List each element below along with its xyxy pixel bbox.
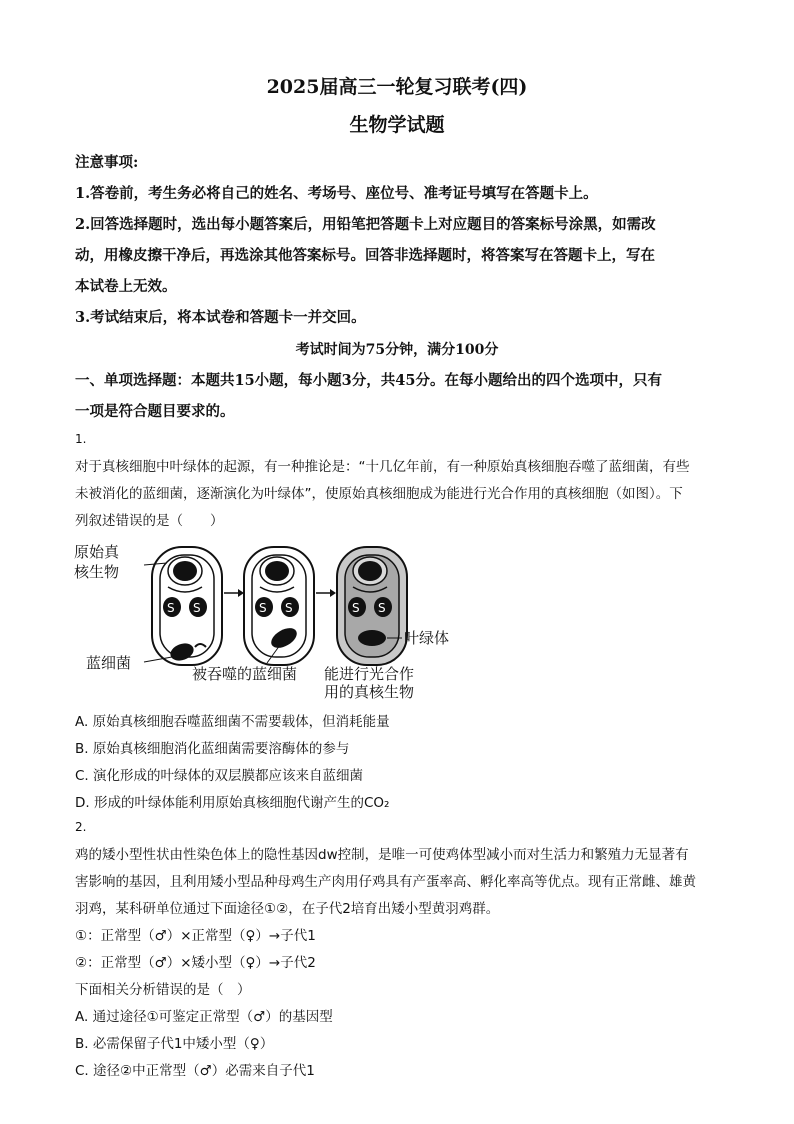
engulfed-cell (244, 547, 314, 665)
label-photosynthetic-line-1: 能进行光合作 (324, 665, 415, 683)
exam-title: 2025届高三一轮复习联考(四) (266, 76, 528, 98)
svg-text:S: S (167, 601, 175, 615)
question-1-stem-line-2: 未被消化的蓝细菌，逐渐演化为叶绿体”，使原始真核细胞成为能进行光合作用的真核细胞（如图）。下 (75, 486, 683, 502)
notice-heading: 注意事项: (75, 154, 139, 171)
notice-item-3: 3.考试结束后，将本试卷和答题卡一并交回。 (75, 309, 366, 326)
question-1-stem-line-3: 列叙述错误的是（ ） (75, 513, 224, 529)
notice-item-2-line-2: 动，用橡皮擦干净后，再选涂其他答案标号。回答非选择题时，将答案写在答题卡上，写在 (75, 247, 655, 264)
question-2-cross-2: ②：正常型（♂）×矮小型（♀）→子代2 (75, 955, 316, 971)
notice-item-2-line-3: 本试卷上无效。 (75, 278, 177, 295)
notice-item-1: 1.答卷前，考生务必将自己的姓名、考场号、座位号、准考证号填写在答题卡上。 (75, 185, 598, 202)
svg-text:S: S (259, 601, 267, 615)
question-2-number: 2. (75, 820, 87, 834)
notice-item-2-line-1: 2.回答选择题时，选出每小题答案后，用铅笔把答题卡上对应题目的答案标号涂黑，如需改 (75, 216, 656, 233)
question-1-stem-line-1: 对于真核细胞中叶绿体的起源，有一种推论是：“十几亿年前，有一种原始真核细胞吞噬了蓝细菌，有些 (75, 459, 690, 475)
svg-text:S: S (378, 601, 386, 615)
exam-info: 考试时间为75分钟，满分100分 (295, 342, 499, 358)
question-2-stem-line-1: 鸡的矮小型性状由性染色体上的隐性基因dw控制，是唯一可使鸡体型减小而对生活力和繁殖力无显著有 (75, 847, 689, 863)
exam-subtitle: 生物学试题 (349, 114, 445, 136)
question-1-option-c: C. 演化形成的叶绿体的双层膜都应该来自蓝细菌 (75, 768, 364, 784)
svg-text:S: S (285, 601, 293, 615)
question-2-option-a: A. 通过途径①可鉴定正常型（♂）的基因型 (75, 1009, 333, 1025)
section-1-line-1: 一、单项选择题：本题共15小题，每小题3分，共45分。在每小题给出的四个选项中，只有 (75, 372, 662, 389)
question-1-option-d: D. 形成的叶绿体能利用原始真核细胞代谢产生的CO₂ (75, 795, 390, 811)
question-1-option-a: A. 原始真核细胞吞噬蓝细菌不需要载体，但消耗能量 (75, 714, 390, 730)
question-2-prompt: 下面相关分析错误的是（ ） (75, 982, 251, 998)
question-2-stem-line-3: 羽鸡，某科研单位通过下面途径①②，在子代2培育出矮小型黄羽鸡群。 (75, 901, 500, 917)
question-2-option-b: B. 必需保留子代1中矮小型（♀） (75, 1036, 274, 1052)
chloroplast-origin-figure (72, 535, 472, 705)
svg-text:S: S (352, 601, 360, 615)
question-2-option-c: C. 途径②中正常型（♂）必需来自子代1 (75, 1063, 315, 1079)
arrow-1 (224, 589, 244, 597)
question-2-stem-line-2: 害影响的基因，且利用矮小型品种母鸡生产肉用仔鸡具有产蛋率高、孵化率高等优点。现有正常雌、雄黄 (75, 874, 696, 890)
label-chloroplast: 叶绿体 (404, 629, 450, 647)
section-1-line-2: 一项是符合题目要求的。 (75, 403, 235, 420)
question-1-number: 1. (75, 432, 87, 446)
label-photosynthetic-line-2: 用的真核生物 (324, 683, 415, 701)
label-cyanobacteria: 蓝细菌 (86, 654, 132, 672)
question-2-cross-1: ①：正常型（♂）×正常型（♀）→子代1 (75, 928, 316, 944)
question-1-option-b: B. 原始真核细胞消化蓝细菌需要溶酶体的参与 (75, 741, 350, 757)
photosynthetic-eukaryote-cell (337, 547, 407, 665)
arrow-2 (316, 589, 336, 597)
chloroplast (358, 630, 386, 646)
svg-text:S: S (193, 601, 201, 615)
label-primitive-line-1: 原始真 (74, 543, 120, 561)
label-engulfed-cyanobacteria: 被吞噬的蓝细菌 (192, 665, 298, 683)
label-primitive-line-2: 核生物 (74, 563, 120, 581)
